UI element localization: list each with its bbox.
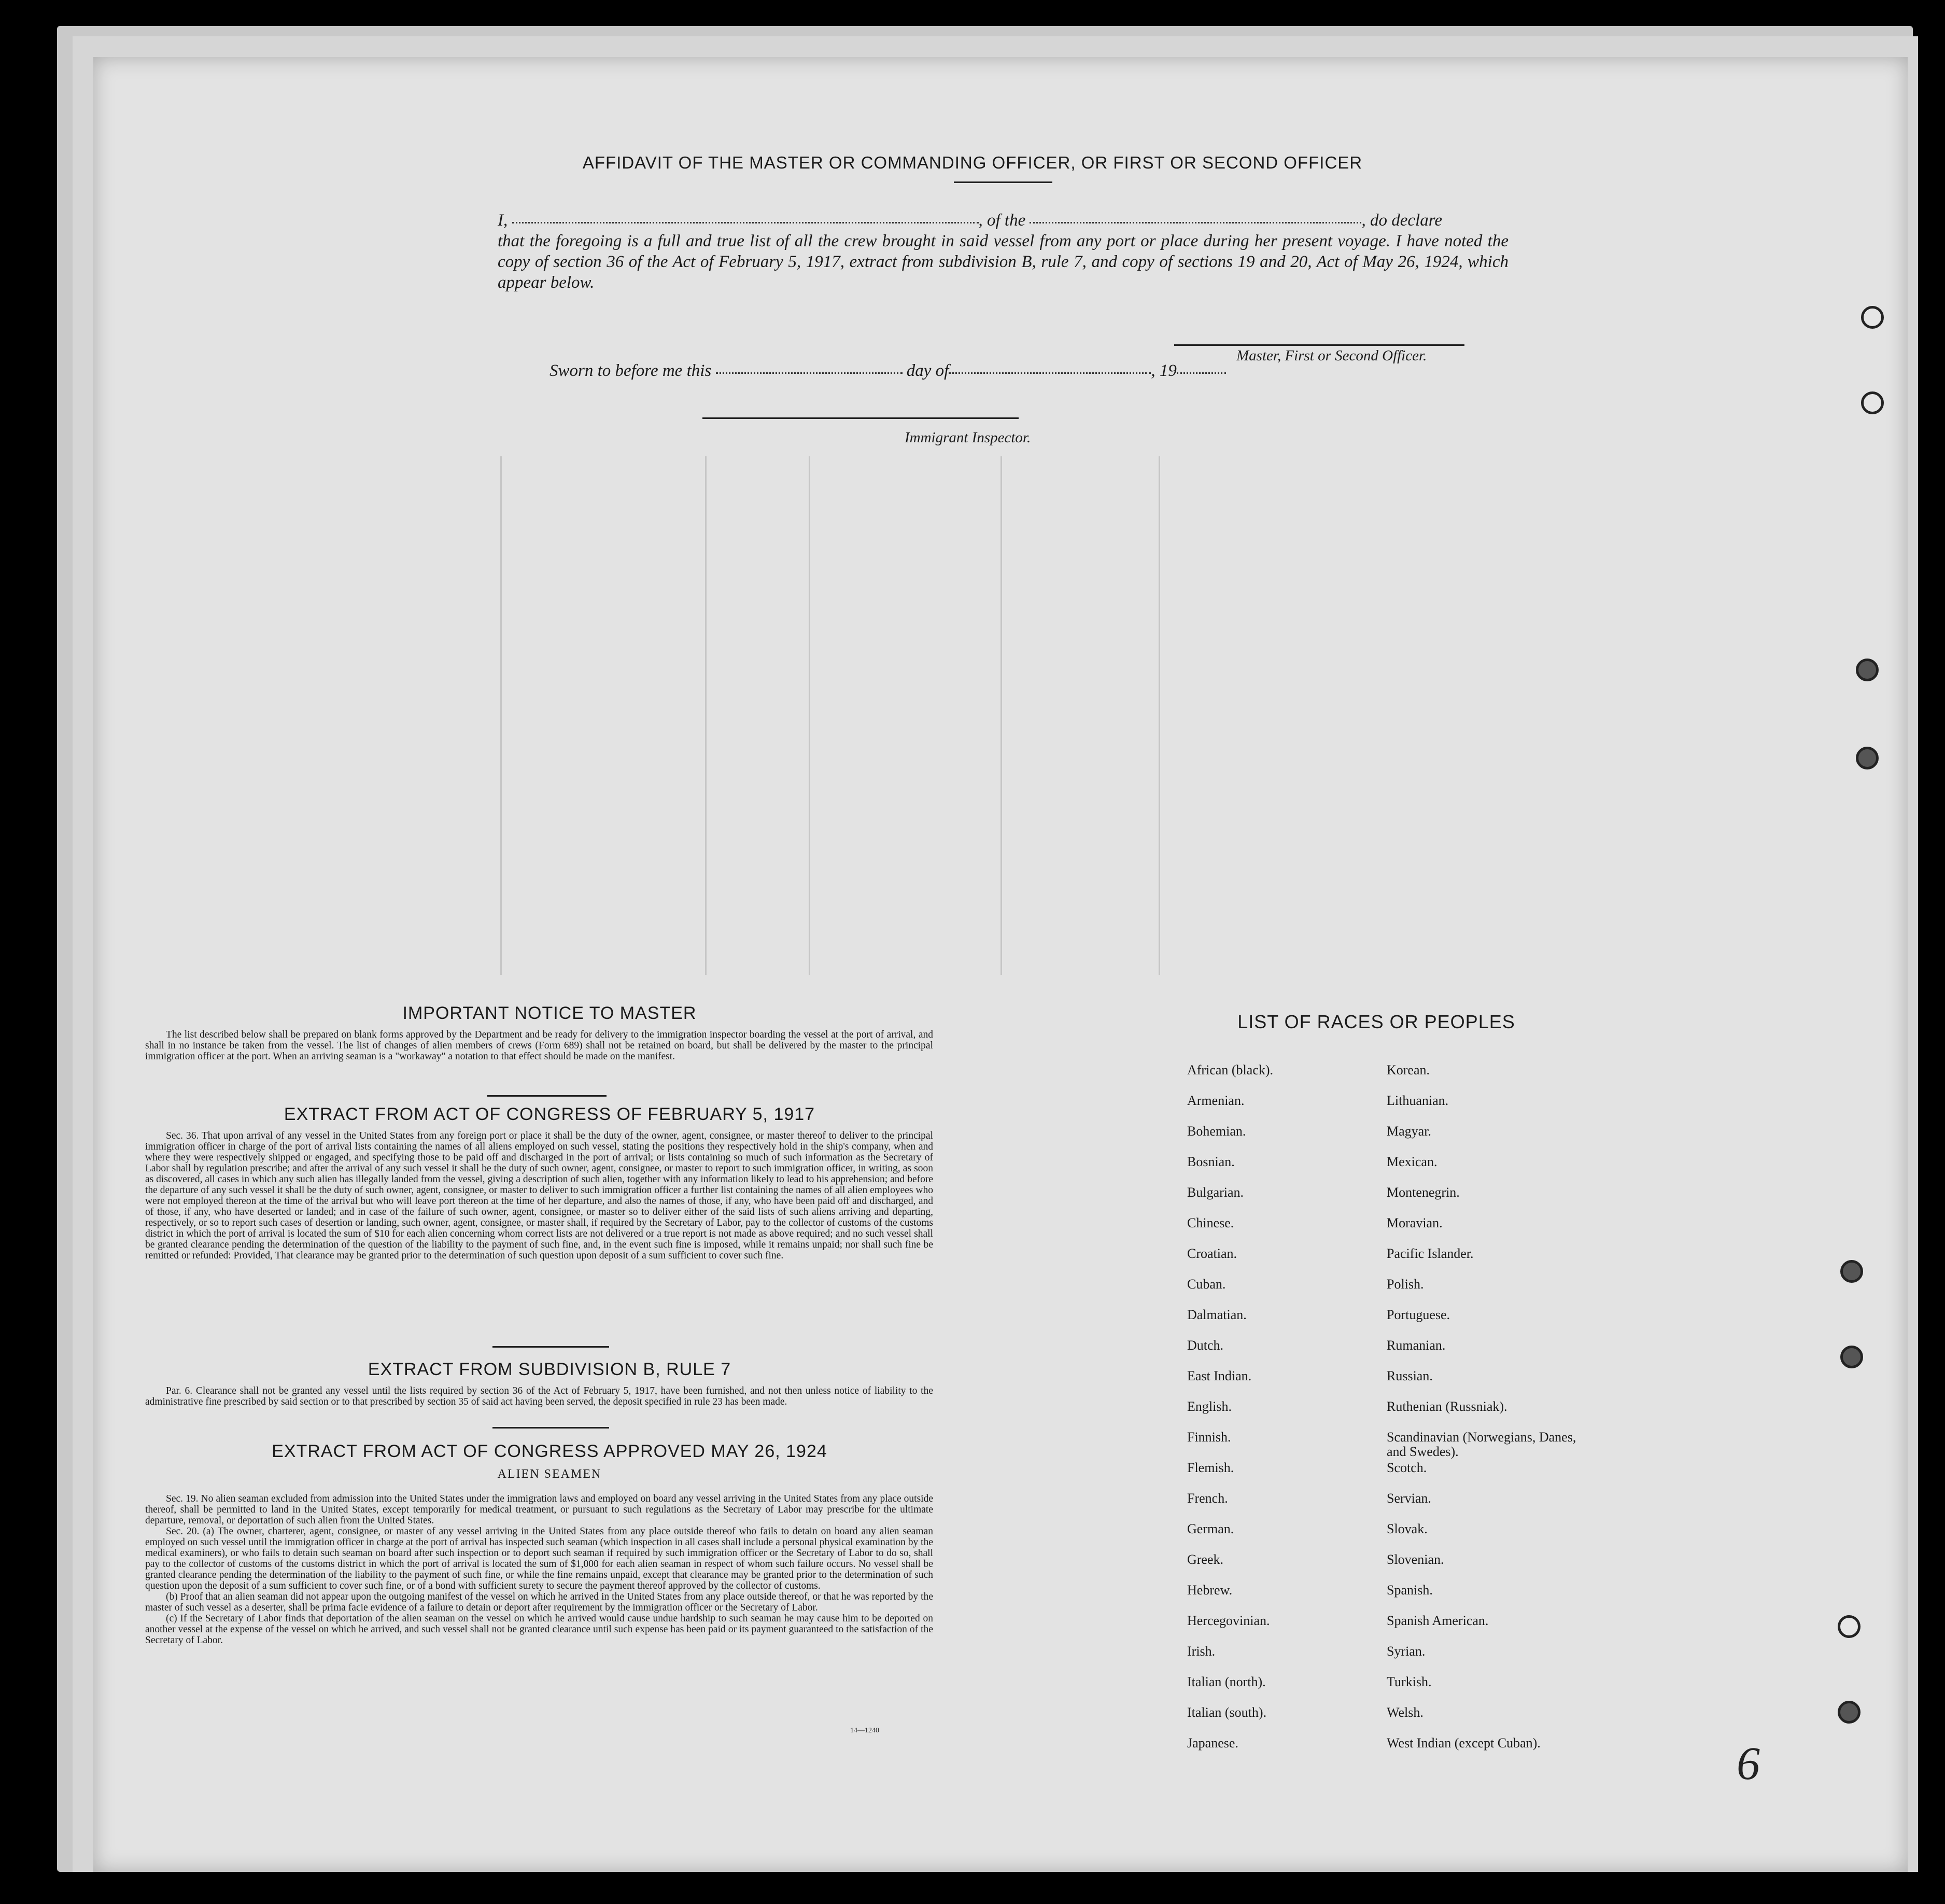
notice-paragraph: The list described below shall be prepared on blank forms approved by the Department and be ready for delivery to the immigration inspector boarding the vessel at the port of arrival, and shall in no instance be taken from the vessel. The list of changes of alien members of crews (Form 689) shall not be retained on board, but shall be delivered by the master to the principal immigration officer at the port. When an arriving seaman is a "workaway" a notation to that effect should be made on the manifest. [145,1029,933,1062]
extract-rule7-title: EXTRACT FROM SUBDIVISION B, RULE 7 [368,1360,731,1379]
race-item: Korean. [1387,1062,1430,1077]
race-item: Pacific Islander. [1387,1246,1474,1261]
race-item: East Indian. [1187,1368,1252,1383]
race-item: Hebrew. [1187,1583,1233,1598]
affidavit-of-the: , of the [978,211,1026,230]
day-blank [716,370,903,374]
race-item: Bohemian. [1187,1124,1246,1139]
handwritten-mark: 6 [1737,1738,1760,1789]
inspector-caption: Immigrant Inspector. [905,429,1031,446]
race-item: Ruthenian (Russniak). [1387,1399,1507,1414]
race-item: Finnish. [1187,1430,1231,1445]
race-item: Irish. [1187,1644,1216,1659]
race-item: Scotch. [1387,1460,1427,1475]
title-underline [954,181,1052,183]
bleed-column-line [705,456,707,975]
affidavit-body: that the foregoing is a full and true list of all the crew brought in said vessel from any port or place during her present voyage. I have noted the copy of section 36 of the Act of February 5, 1917, extract from subdivision B, rule 7, and copy of sections 19 and 20, Act of May 26, 1924, which appear below. [498,232,1509,292]
race-item: Magyar. [1387,1124,1431,1139]
punch-hole [1856,659,1879,681]
extract-1924-title: EXTRACT FROM ACT OF CONGRESS APPROVED MAY 26, 1924 [272,1441,827,1461]
master-caption: Master, First or Second Officer. [1236,347,1427,364]
bleed-column-line [1159,456,1160,975]
sworn-prefix: Sworn to before me this [549,361,712,380]
extract-rule7-text [145,1385,933,1407]
bleed-column-line [809,456,810,975]
affidavit-first-line [498,210,1509,231]
race-item: Mexican. [1387,1154,1437,1169]
section-divider [492,1427,609,1429]
punch-hole [1856,747,1879,769]
punch-hole [1861,306,1884,329]
section-36-paragraph: Sec. 36. That upon arrival of any vessel in the United States from any foreign port or place it shall be the duty of the owner, agent, consignee, or master thereof to deliver to the principal immigration officer in charge of the port of arrival lists containing the names of all aliens employed on such vessel, stating the positions they respectively hold in the ship's company, when and where they were respectively shipped or engaged, and specifying those to be paid off and discharged in the port of arrival; or lists containing so much of such information as the Secretary of Labor shall by regulation prescribe; and after the arrival of any such vessel it shall be the duty of such owner, agent, consignee, or master to report to such immigration officer, in writing, as soon as discovered, all cases in which any such alien has illegally landed from the vessel, giving a description of such alien, together with any information likely to lead to his apprehension; and before the departure of any such vessel it shall be the duty of such owner, agent, consignee, or master to deliver to such immigration officer a further list containing the names of all alien employees who were not employed thereon at the time of the arrival but who will leave port thereon at the time of her departure, and also the names of those, if any, who have been paid off and discharged, and of those, if any, who have deserted or landed; and in case of the failure of such owner, agent, consignee, or master so to deliver either of the said lists of such aliens arriving and departing, respectively, or so to report such cases of desertion or landing, such owner, agent, consignee, or master shall, if required by the Secretary of Labor, pay to the collector of customs of the customs district in which the port of arrival is located the sum of $10 for each alien concerning whom correct lists are not delivered or a true report is not made as above required; and no such vessel shall be granted clearance pending the determination of the question of the liability to the payment of such fine, and, in the event such fine is imposed, while it remains unpaid; nor shall such fine be remitted or refunded: Provided, That clearance may be granted prior to the determination of such question upon deposit of a sum sufficient to cover such fine. [145,1130,933,1261]
race-item: French. [1187,1491,1228,1506]
extract-1917-text [145,1130,933,1261]
race-item: Flemish. [1187,1460,1234,1475]
year-prefix: , 19 [1151,361,1177,380]
race-item: Slovak. [1387,1521,1428,1536]
day-of-label: day of [906,361,949,380]
year-blank [1177,370,1226,374]
races-title: LIST OF RACES OR PEOPLES [1237,1011,1515,1032]
race-item: German. [1187,1521,1234,1536]
punch-hole [1840,1260,1863,1283]
vessel-name-blank [1030,220,1361,223]
race-item: Italian (south). [1187,1705,1267,1720]
race-item: Dutch. [1187,1338,1224,1353]
race-item: Turkish. [1387,1674,1432,1689]
affidavit-title: AFFIDAVIT OF THE MASTER OR COMMANDING OFFICER, OR FIRST OR SECOND OFFICER [582,153,1363,172]
race-item: Hercegovinian. [1187,1613,1270,1628]
extract-1917-title: EXTRACT FROM ACT OF CONGRESS OF FEBRUARY 5, 1917 [284,1104,815,1124]
punch-hole [1838,1615,1861,1638]
notice-text [145,1029,933,1062]
section-20b-paragraph: (b) Proof that an alien seaman did not appear upon the outgoing manifest of the vessel on which he arrived in the United States from any place outside thereof, or that he was reported by the master of such vessel as a deserter, shall be prima facie evidence of a failure to detain or deport after requirement by the immigration officer or the Secretary of Labor. [145,1591,933,1613]
race-item: Portuguese. [1387,1307,1450,1322]
race-item: Polish. [1387,1277,1424,1292]
race-item: Rumanian. [1387,1338,1446,1353]
alien-seamen-subtitle: ALIEN SEAMEN [497,1467,602,1481]
race-item: Servian. [1387,1491,1431,1506]
extract-1924-text [145,1493,933,1646]
section-20c-paragraph: (c) If the Secretary of Labor finds that deportation of the alien seaman on the vessel on which he arrived would cause undue hardship to such seaman he may cause him to be deported on another vessel at the expense of the vessel on which he arrived, and such vessel shall not be granted clearance until such expense has been paid or its payment guaranteed to the satisfaction of the Secretary of Labor. [145,1613,933,1646]
race-item: Montenegrin. [1387,1185,1460,1200]
race-item: West Indian (except Cuban). [1387,1735,1541,1751]
race-item: Slovenian. [1387,1552,1444,1567]
inspector-signature-line [702,417,1019,419]
master-signature-line [1174,344,1464,346]
race-item: Bulgarian. [1187,1185,1244,1200]
bleed-column-line [500,456,502,975]
bleed-column-line [1000,456,1002,975]
race-item: Spanish. [1387,1583,1433,1598]
race-item: Russian. [1387,1368,1433,1383]
section-20a-paragraph: Sec. 20. (a) The owner, charterer, agent, consignee, or master of any vessel arriving in the United States from any place outside thereof who fails to detain on board any alien seaman employed on such vessel until the immigration officer in charge at the port of arrival has inspected such seaman (which inspection in all cases shall include a personal physical examination by the medical examiners), or who fails to detain such seaman on board after such inspection or to deport such seaman if required by such immigration officer or the Secretary of Labor to do so, shall pay to the collector of customs of the customs district in which the port of arrival is located the sum of $1,000 for each alien seaman in respect of whom such failure occurs. No vessel shall be granted clearance pending the determination of the liability to the payment of such fine, or while the fine remains unpaid, except that clearance may be granted prior to the determination of such question upon the deposit of a sum sufficient to cover such fine, or of a bond with sufficient surety to secure the payment thereof approved by the collector of customs. [145,1526,933,1591]
race-item: Scandinavian (Norwegians, Danes, and Swedes). [1387,1430,1576,1459]
rule7-paragraph: Par. 6. Clearance shall not be granted any vessel until the lists required by section 36 of the Act of February 5, 1917, have been furnished, and not then unless notice of liability to the administrative fine prescribed by said section or to that prescribed by section 35 of said act having been served, the deposit specified in rule 23 has been made. [145,1385,933,1407]
race-item: African (black). [1187,1062,1274,1077]
race-item: Croatian. [1187,1246,1237,1261]
punch-hole [1840,1346,1863,1368]
officer-name-blank [512,220,979,223]
section-divider [492,1346,609,1348]
sworn-line [549,360,1301,381]
race-item: English. [1187,1399,1232,1414]
race-item: Syrian. [1387,1644,1426,1659]
race-item: Armenian. [1187,1093,1245,1108]
race-item: Dalmatian. [1187,1307,1247,1322]
race-item: Spanish American. [1387,1613,1489,1628]
affidavit-i-label: I, [498,211,508,230]
race-item: Japanese. [1187,1735,1238,1751]
punch-hole [1861,391,1884,414]
race-item: Greek. [1187,1552,1224,1567]
month-blank [949,370,1151,374]
section-divider [487,1095,607,1097]
race-item: Welsh. [1387,1705,1423,1720]
race-item: Lithuanian. [1387,1093,1449,1108]
race-item: Cuban. [1187,1277,1226,1292]
section-19-paragraph: Sec. 19. No alien seaman excluded from admission into the United States under the immigration laws and employed on board any vessel arriving in the United States from any place outside thereof, shall be permitted to land in the United States, except temporarily for medical treatment, or pursuant to such regulations as the Secretary of Labor may prescribe for the ultimate departure, removal, or deportation of such alien from the United States. [145,1493,933,1526]
notice-title: IMPORTANT NOTICE TO MASTER [402,1003,697,1023]
affidavit-do-declare: , do declare [1361,211,1442,230]
race-item: Chinese. [1187,1215,1234,1230]
race-item: Moravian. [1387,1215,1443,1230]
race-item: Bosnian. [1187,1154,1235,1169]
form-number: 14—1240 [850,1727,879,1734]
race-item: Italian (north). [1187,1674,1266,1689]
punch-hole [1838,1701,1861,1724]
